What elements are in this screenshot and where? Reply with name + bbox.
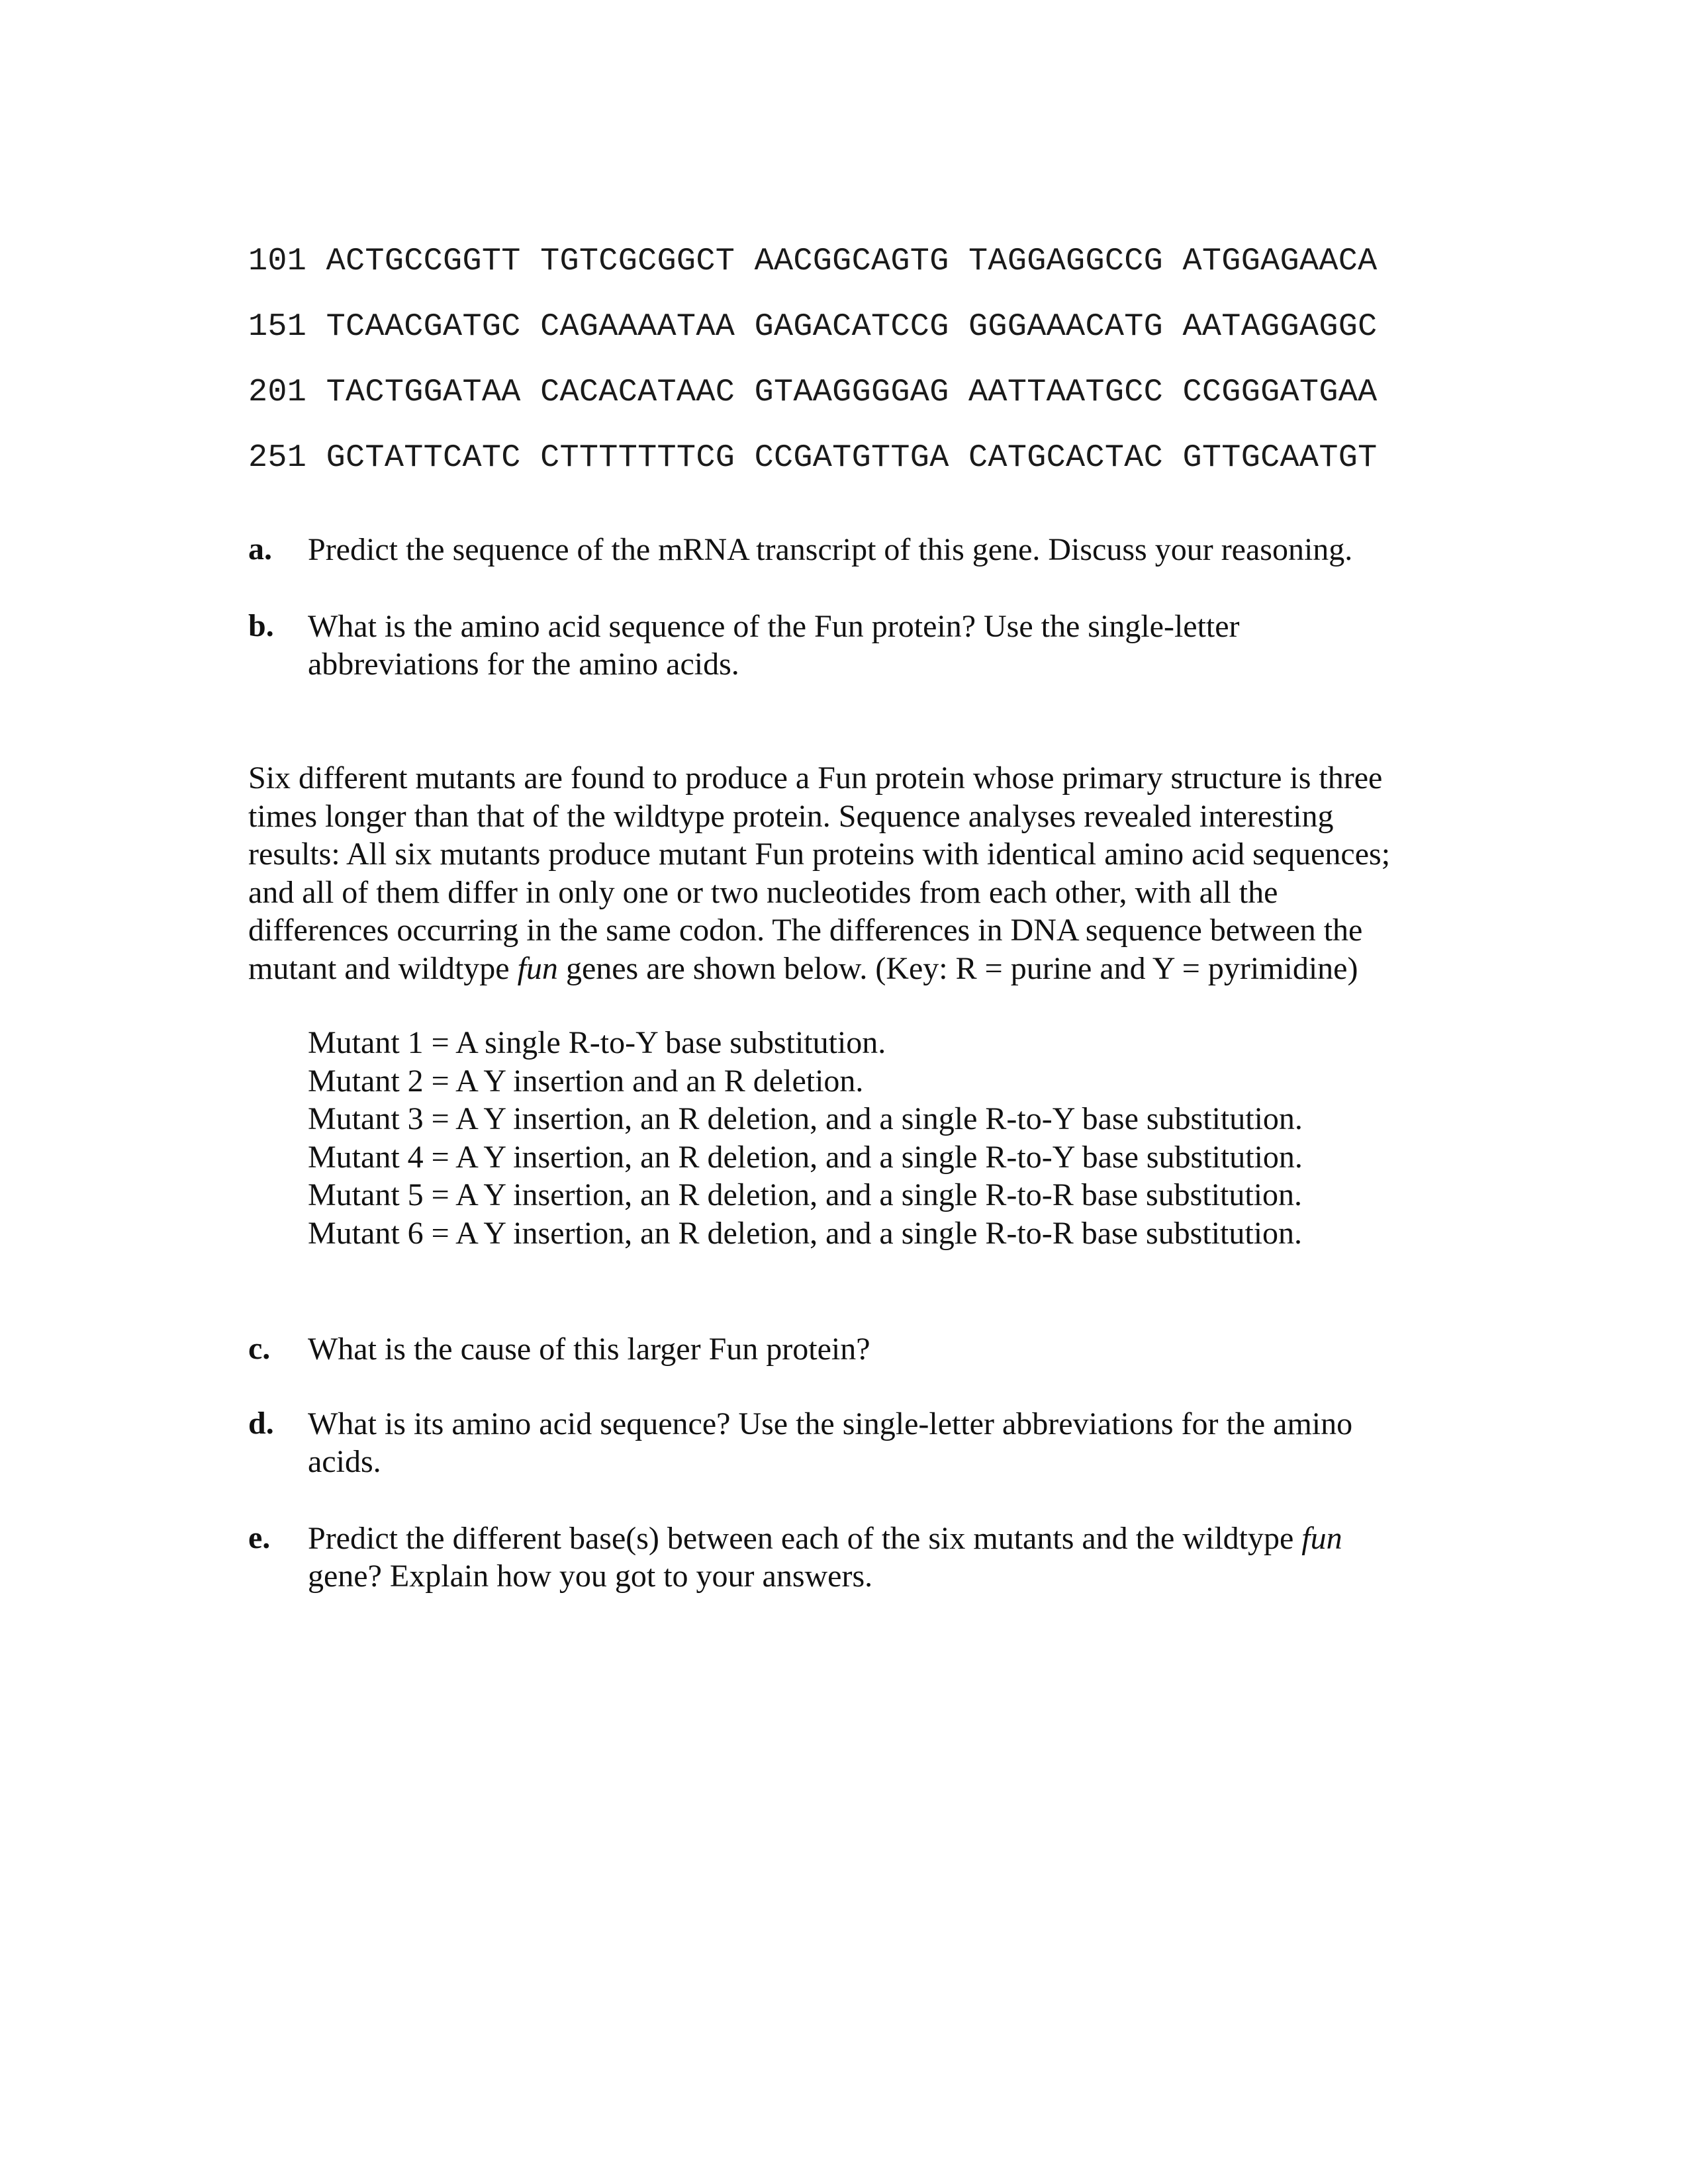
mutant-item: Mutant 1 = A single R-to-Y base substitution. bbox=[308, 1025, 886, 1060]
sequence-block: CACACATAAC bbox=[540, 374, 735, 410]
paragraph-line: Six different mutants are found to produce a Fun protein whose primary structure is three bbox=[248, 760, 1383, 796]
gene-name-italic: fun bbox=[1301, 1521, 1342, 1556]
question-text-line-2: acids. bbox=[308, 1444, 381, 1479]
sequence-block: CAGAAAATAA bbox=[540, 308, 735, 345]
sequence-block: CCGGGATGAA bbox=[1182, 374, 1378, 410]
sequence-block: AACGGCAGTG bbox=[754, 243, 949, 279]
dna-sequence bbox=[248, 228, 1378, 490]
paragraph-line: differences occurring in the same codon. The differences in DNA sequence between the bbox=[248, 913, 1363, 948]
paragraph-line: times longer than that of the wildtype protein. Sequence analyses revealed interesting bbox=[248, 798, 1334, 834]
question-b bbox=[248, 608, 1453, 683]
question-c bbox=[248, 1330, 1453, 1368]
sequence-position: 101 bbox=[248, 243, 307, 279]
question-label: b. bbox=[248, 608, 274, 643]
question-text: What is the cause of this larger Fun protein? bbox=[308, 1332, 870, 1367]
sequence-block: TAGGAGGCCG bbox=[968, 243, 1164, 279]
gene-name-italic: fun bbox=[517, 950, 558, 986]
question-d bbox=[248, 1405, 1453, 1480]
sequence-block: CTTTTTTTCG bbox=[540, 439, 735, 476]
sequence-line-151 bbox=[248, 294, 1378, 359]
sequence-block: GCTATTCATC bbox=[326, 439, 521, 476]
question-text-line-1: What is the amino acid sequence of the Fun protein? Use the single-letter bbox=[308, 609, 1240, 644]
sequence-block: CATGCACTAC bbox=[968, 439, 1164, 476]
question-label: c. bbox=[248, 1331, 271, 1366]
sequence-block: GAGACATCCG bbox=[754, 308, 949, 345]
question-label: a. bbox=[248, 531, 272, 567]
sequence-position: 151 bbox=[248, 308, 307, 345]
sequence-block: GTTGCAATGT bbox=[1182, 439, 1378, 476]
mutant-item: Mutant 4 = A Y insertion, an R deletion, and a single R-to-Y base substitution. bbox=[308, 1139, 1303, 1175]
question-text-line-1 bbox=[308, 1520, 1453, 1557]
mutant-item: Mutant 3 = A Y insertion, an R deletion, and a single R-to-Y base substitution. bbox=[308, 1101, 1303, 1136]
sequence-line-101 bbox=[248, 228, 1378, 294]
question-e bbox=[248, 1520, 1453, 1595]
sequence-block: GGGAAACATG bbox=[968, 308, 1164, 345]
sequence-block: CCGATGTTGA bbox=[754, 439, 949, 476]
paragraph-line bbox=[248, 950, 1453, 988]
question-text-line-2: abbreviations for the amino acids. bbox=[308, 647, 739, 682]
sequence-block: TGTCGCGGCT bbox=[540, 243, 735, 279]
question-label: d. bbox=[248, 1406, 274, 1441]
mutant-item: Mutant 5 = A Y insertion, an R deletion, and a single R-to-R base substitution. bbox=[308, 1177, 1303, 1212]
sequence-position: 251 bbox=[248, 439, 307, 476]
question-text-line-2: gene? Explain how you got to your answers. bbox=[308, 1559, 873, 1594]
sequence-block: ACTGCCGGTT bbox=[326, 243, 521, 279]
question-text: Predict the different base(s) between each of the six mutants and the wildtype bbox=[308, 1521, 1302, 1556]
sequence-block: GTAAGGGGAG bbox=[754, 374, 949, 410]
paragraph-text: mutant and wildtype bbox=[248, 950, 518, 986]
question-a bbox=[248, 531, 1453, 569]
sequence-block: AATAGGAGGC bbox=[1182, 308, 1378, 345]
mutant-item: Mutant 6 = A Y insertion, an R deletion, and a single R-to-R base substitution. bbox=[308, 1215, 1303, 1251]
sequence-line-201 bbox=[248, 359, 1378, 425]
sequence-position: 201 bbox=[248, 374, 307, 410]
mutant-item: Mutant 2 = A Y insertion and an R deletion. bbox=[308, 1063, 864, 1099]
question-text-line-1: What is its amino acid sequence? Use the single-letter abbreviations for the amino bbox=[308, 1406, 1353, 1441]
paragraph-line: results: All six mutants produce mutant Fun proteins with identical amino acid sequences; bbox=[248, 837, 1391, 872]
mutants-description-paragraph bbox=[248, 759, 1453, 987]
question-label: e. bbox=[248, 1520, 271, 1555]
paragraph-text: genes are shown below. (Key: R = purine and Y = pyrimidine) bbox=[557, 950, 1358, 986]
sequence-line-251 bbox=[248, 425, 1378, 490]
sequence-block: TCAACGATGC bbox=[326, 308, 521, 345]
sequence-block: AATTAATGCC bbox=[968, 374, 1164, 410]
mutants-list bbox=[308, 1024, 1303, 1252]
question-text: Predict the sequence of the mRNA transcript of this gene. Discuss your reasoning. bbox=[308, 532, 1353, 567]
sequence-block: TACTGGATAA bbox=[326, 374, 521, 410]
sequence-block: ATGGAGAACA bbox=[1182, 243, 1378, 279]
paragraph-line: and all of them differ in only one or two nucleotides from each other, with all the bbox=[248, 874, 1278, 910]
